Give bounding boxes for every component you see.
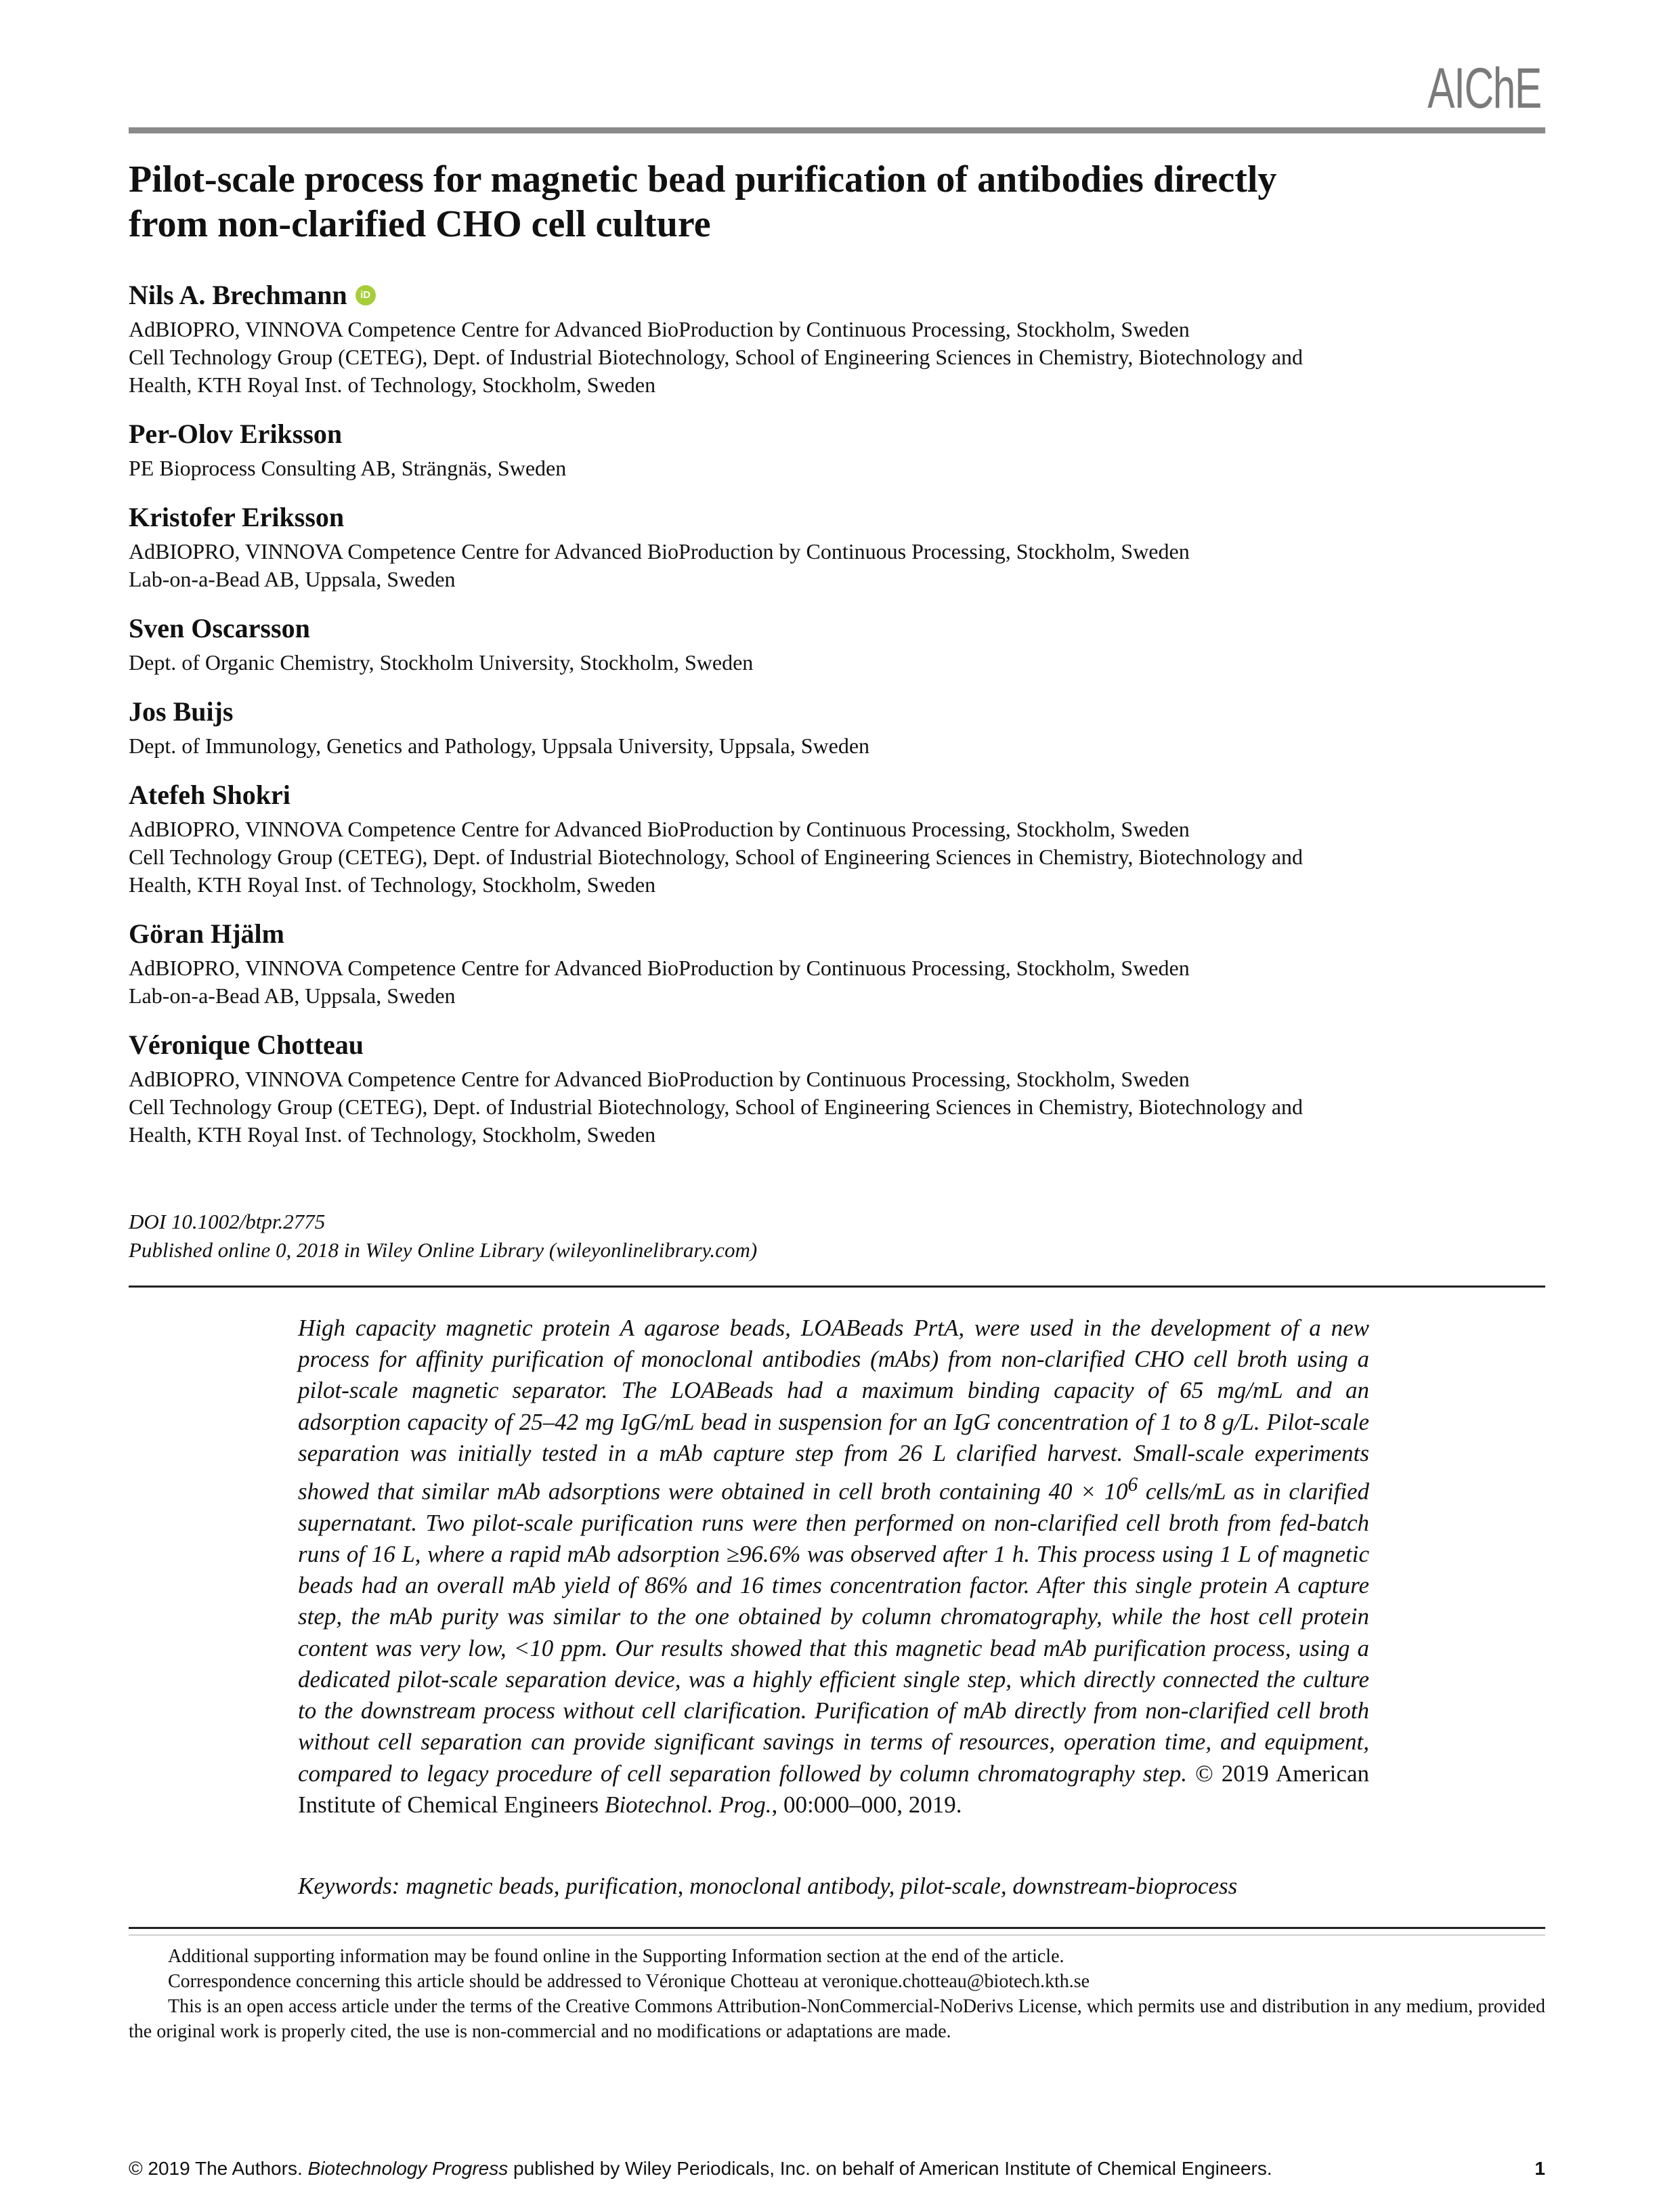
header-rule — [129, 127, 1545, 133]
aiche-logo: AIChE — [1427, 56, 1541, 120]
abstract-text-cont: cells/mL as in clarified supernatant. Two pilot-scale purification runs were then performed on non-clarified cell broth from fed-batch runs of 16 L, where a rapid mAb adsorption ≥96.6% was observed after 1 h. This process using 1 L of magnetic beads had an overall mAb yield of 86% and 16 times concentration factor. After this single protein A capture step, the mAb purity was similar to the one obtained by column chromatography, while the host cell protein content was very low, <10 ppm. Our results showed that this magnetic bead mAb purification process, using a dedicated pilot-scale separation device, was a highly efficient single step, which directly connected the culture to the downstream process without cell clarification. Purification of mAb directly from non-clarified cell broth without cell separation can provide significant savings in terms of resources, operation time, and equipment, compared to legacy procedure of cell separation followed by column chromatography step. — [298, 1478, 1370, 1787]
author-affiliation: Dept. of Immunology, Genetics and Pathology, Uppsala University, Uppsala, Sweden — [129, 734, 870, 758]
keywords: Keywords: magnetic beads, purification, monoclonal antibody, pilot-scale, downstream-bioprocess — [298, 1873, 1238, 1899]
author-name: Göran Hjälm — [129, 918, 284, 949]
footer-journal: Biotechnology Progress — [307, 2158, 509, 2179]
author-name: Kristofer Eriksson — [129, 502, 345, 532]
author-name: Nils A. Brechmann iD — [129, 278, 1551, 313]
page-footer — [129, 2157, 1545, 2181]
author-affiliation: Lab-on-a-Bead AB, Uppsala, Sweden — [129, 983, 456, 1008]
author-list — [129, 278, 1551, 1166]
title-line-1: Pilot-scale process for magnetic bead purification of antibodies directly — [129, 158, 1277, 200]
footer-copyright: © 2019 The Authors. — [129, 2158, 308, 2179]
doi-link[interactable]: DOI 10.1002/btpr.2775 — [129, 1210, 326, 1233]
author-affiliation: AdBIOPRO, VINNOVA Competence Centre for Advanced BioProduction by Continuous Processing, Stockholm, Sweden — [129, 317, 1190, 341]
author-name: Véronique Chotteau — [129, 1029, 364, 1060]
author-name: Atefeh Shokri — [129, 780, 290, 810]
abstract — [298, 1313, 1369, 1821]
footnote-supporting-info: Additional supporting information may be found online in the Supporting Information section at the end of the article. — [168, 1946, 1064, 1967]
author-block — [129, 1027, 1551, 1149]
title-line-2: from non-clarified CHO cell culture — [129, 203, 711, 245]
author-affiliation: AdBIOPRO, VINNOVA Competence Centre for Advanced BioProduction by Continuous Processing, Stockholm, Sweden — [129, 1067, 1190, 1091]
author-name: Jos Buijs — [129, 696, 234, 727]
author-affiliation: AdBIOPRO, VINNOVA Competence Centre for Advanced BioProduction by Continuous Processing, Stockholm, Sweden — [129, 817, 1190, 841]
author-affiliation: Health, KTH Royal Inst. of Technology, Stockholm, Sweden — [129, 872, 656, 897]
author-affiliation: Cell Technology Group (CETEG), Dept. of Industrial Biotechnology, School of Engineering Sciences in Chemistry, Biotechnology and — [129, 1095, 1304, 1119]
author-block — [129, 417, 1551, 482]
author-affiliation: Cell Technology Group (CETEG), Dept. of Industrial Biotechnology, School of Engineering Sciences in Chemistry, Biotechnology and — [129, 845, 1304, 869]
footnote-correspondence: Correspondence concerning this article should be addressed to Véronique Chotteau at veronique.chotteau@biotech.kth.se — [168, 1971, 1090, 1992]
abstract-copyright: © 2019 American Institute of Chemical Engineers — [298, 1760, 1369, 1818]
footnote-rule — [129, 1927, 1545, 1929]
footnotes — [129, 1944, 1545, 2044]
author-block — [129, 916, 1551, 1010]
author-affiliation: Health, KTH Royal Inst. of Technology, Stockholm, Sweden — [129, 373, 656, 397]
published-online: Published online 0, 2018 in Wiley Online Library (wileyonlinelibrary.com) — [129, 1238, 758, 1262]
publication-info — [129, 1208, 757, 1265]
abstract-text: High capacity magnetic protein A agarose beads, LOABeads PrtA, were used in the development of a new process for affinity purification of monoclonal antibodies (mAbs) from non-clarified CHO cell broth using a pilot-scale magnetic separator. The LOABeads had a maximum binding capacity of 65 mg/mL and an adsorption capacity of 25–42 mg IgG/mL bead in suspension for an IgG concentration of 1 to 8 g/L. Pilot-scale separation was initially tested in a mAb capture step from 26 L clarified harvest. Small-scale experiments showed that similar mAb adsorptions were obtained in cell broth containing 40 × 10 — [298, 1315, 1369, 1505]
footnote-rule-light — [129, 1934, 1545, 1936]
footer-publisher: published by Wiley Periodicals, Inc. on behalf of American Institute of Chemical Engineers. — [508, 2158, 1272, 2179]
section-rule — [129, 1286, 1545, 1288]
author-block — [129, 500, 1551, 593]
author-affiliation: AdBIOPRO, VINNOVA Competence Centre for Advanced BioProduction by Continuous Processing, Stockholm, Sweden — [129, 539, 1190, 564]
author-block — [129, 778, 1551, 899]
page-number: 1 — [1534, 2158, 1545, 2179]
author-affiliation: Lab-on-a-Bead AB, Uppsala, Sweden — [129, 567, 456, 591]
author-affiliation: PE Bioprocess Consulting AB, Strängnäs, Sweden — [129, 456, 567, 480]
citation: , 00:000–000, 2019. — [771, 1791, 962, 1818]
author-block — [129, 611, 1551, 677]
author-affiliation: Health, KTH Royal Inst. of Technology, Stockholm, Sweden — [129, 1122, 656, 1147]
author-name: Per-Olov Eriksson — [129, 419, 343, 449]
orcid-icon[interactable]: iD — [356, 285, 376, 305]
article-title — [129, 157, 1415, 247]
author-block — [129, 278, 1551, 399]
author-name: Sven Oscarsson — [129, 613, 310, 643]
author-block — [129, 694, 1551, 760]
journal-abbrev: Biotechnol. Prog. — [604, 1791, 772, 1818]
abstract-superscript: 6 — [1127, 1474, 1138, 1496]
author-affiliation: Cell Technology Group (CETEG), Dept. of Industrial Biotechnology, School of Engineering Sciences in Chemistry, Biotechnology and — [129, 345, 1304, 369]
author-affiliation: Dept. of Organic Chemistry, Stockholm University, Stockholm, Sweden — [129, 650, 754, 675]
author-affiliation: AdBIOPRO, VINNOVA Competence Centre for Advanced BioProduction by Continuous Processing, Stockholm, Sweden — [129, 956, 1190, 980]
footnote-license: This is an open access article under the terms of the Creative Commons Attribution-NonCommercial-NoDerivs License, which permits use and distribution in any medium, provided the original work is properly cited, the use is non-commercial and no modifications or adaptations are made. — [129, 1996, 1545, 2042]
